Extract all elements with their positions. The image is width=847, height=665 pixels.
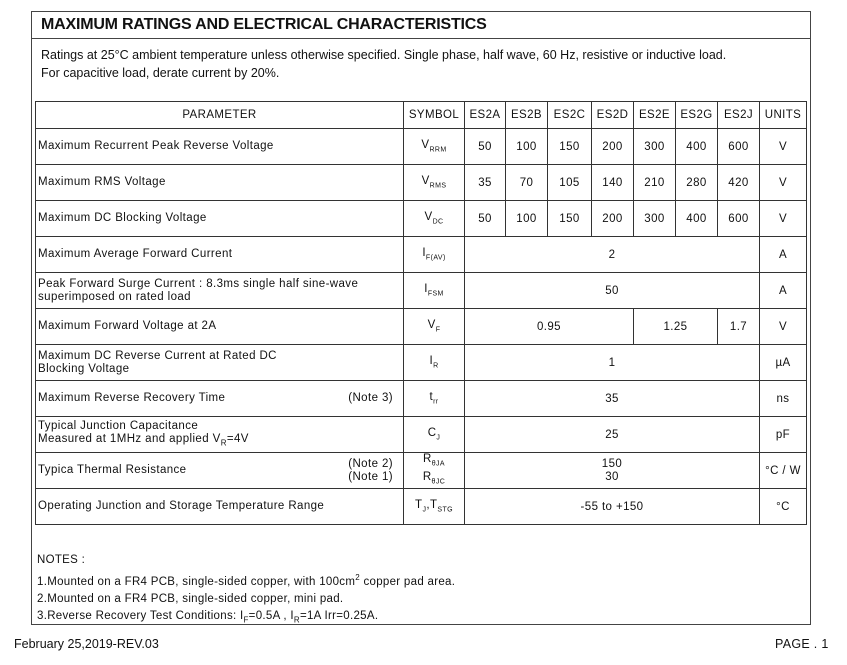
row-ifsm: [36, 273, 807, 309]
row-vf: [36, 309, 807, 345]
value-cell: 400: [676, 129, 718, 165]
value-cell: 1.25: [634, 309, 718, 345]
unit-cell: °C / W: [760, 453, 807, 489]
param-cell: Maximum Average Forward Current: [36, 237, 404, 273]
unit-cell: A: [760, 237, 807, 273]
notes-section: [37, 552, 455, 628]
unit-cell: A: [760, 273, 807, 309]
unit-cell: V: [760, 129, 807, 165]
row-vrms: [36, 165, 807, 201]
note-ref: (Note 2) (Note 1): [348, 457, 393, 483]
header-part: ES2E: [634, 102, 676, 129]
symbol-cell: $R_{\theta JA}$ $R_{\theta JC}$: [404, 453, 465, 489]
row-ifav: [36, 237, 807, 273]
symbol-cell: $V_{DC}$: [404, 201, 465, 237]
symbol-cell: $C_J$: [404, 417, 465, 453]
value-cell: 0.95: [465, 309, 634, 345]
param-cell: Typica Thermal Resistance (Note 2) (Note 1): [36, 453, 404, 489]
value-cell: 50: [465, 129, 506, 165]
header-row: [36, 102, 807, 129]
param-cell: Peak Forward Surge Current : 8.3ms single half sine-wave superimposed on rated load: [36, 273, 404, 309]
note-1: 1.Mounted on a FR4 PCB, single-sided copper, with $100cm^2$ copper pad area.: [37, 573, 456, 588]
value-cell: 200: [592, 201, 634, 237]
unit-cell: ns: [760, 381, 807, 417]
value-cell: 210: [634, 165, 676, 201]
value-cell: 300: [634, 129, 676, 165]
value-cell: 420: [718, 165, 760, 201]
row-tj: [36, 489, 807, 525]
value-cell: 35: [465, 381, 760, 417]
value-cell: 1: [465, 345, 760, 381]
note-ref: (Note 3): [348, 392, 393, 404]
header-part: ES2D: [592, 102, 634, 129]
row-cj: [36, 417, 807, 453]
ratings-table: [35, 101, 807, 525]
symbol-cell: $I_{FSM}$: [404, 273, 465, 309]
row-vdc: [36, 201, 807, 237]
value-cell: 140: [592, 165, 634, 201]
unit-cell: V: [760, 201, 807, 237]
value-cell: 400: [676, 201, 718, 237]
value-cell: 100: [506, 201, 548, 237]
value-cell: -55 to +150: [465, 489, 760, 525]
row-rth: [36, 453, 807, 489]
header-part: ES2B: [506, 102, 548, 129]
value-cell: 600: [718, 129, 760, 165]
header-units: UNITS: [760, 102, 807, 129]
param-cell: Maximum DC Blocking Voltage: [36, 201, 404, 237]
symbol-cell: $V_{RMS}$: [404, 165, 465, 201]
footer-page-number: PAGE . 1: [775, 637, 829, 651]
param-cell: Maximum Recurrent Peak Reverse Voltage: [36, 129, 404, 165]
value-cell: 70: [506, 165, 548, 201]
param-cell: Maximum RMS Voltage: [36, 165, 404, 201]
value-cell: 2: [465, 237, 760, 273]
param-cell: Maximum Reverse Recovery Time (Note 3): [36, 381, 404, 417]
symbol-cell: $I_R$: [404, 345, 465, 381]
symbol-cell: $t_{rr}$: [404, 381, 465, 417]
symbol-cell: $T_J,T_{STG}$: [404, 489, 465, 525]
value-cell: 200: [592, 129, 634, 165]
row-trr: [36, 381, 807, 417]
value-cell: 300: [634, 201, 676, 237]
param-cell: Typical Junction Capacitance Measured at 1MHz and applied $V_R=4V$: [36, 417, 404, 453]
unit-cell: V: [760, 165, 807, 201]
symbol-cell: $I_{F(AV)}$: [404, 237, 465, 273]
section-title: MAXIMUM RATINGS AND ELECTRICAL CHARACTERISTICS: [41, 16, 487, 33]
title-divider: [31, 38, 811, 39]
notes-header: NOTES :: [37, 554, 86, 566]
unit-cell: pF: [760, 417, 807, 453]
param-cell: Operating Junction and Storage Temperature Range: [36, 489, 404, 525]
value-cell: 100: [506, 129, 548, 165]
value-cell: 280: [676, 165, 718, 201]
value-cell: 50: [465, 201, 506, 237]
value-cell: 105: [548, 165, 592, 201]
unit-cell: µA: [760, 345, 807, 381]
row-vrrm: [36, 129, 807, 165]
header-part: ES2A: [465, 102, 506, 129]
header-part: ES2C: [548, 102, 592, 129]
intro-line-1: Ratings at 25°C ambient temperature unless otherwise specified. Single phase, half wave, 60 Hz, resistive or inductive load.: [41, 48, 727, 62]
value-cell: 600: [718, 201, 760, 237]
header-part: ES2J: [718, 102, 760, 129]
value-cell: 25: [465, 417, 760, 453]
value-cell: 35: [465, 165, 506, 201]
value-cell: 150 30: [465, 453, 760, 489]
symbol-cell: $V_{RRM}$: [404, 129, 465, 165]
footer-date: February 25,2019-REV.03: [14, 637, 159, 651]
header-symbol: SYMBOL: [404, 102, 465, 129]
unit-cell: °C: [760, 489, 807, 525]
header-parameter: PARAMETER: [36, 102, 404, 129]
intro-line-2: For capacitive load, derate current by 20%.: [41, 66, 280, 80]
note-3: 3.Reverse Recovery Test Conditions: $I_F=0.5A$ , $I_R=1A$ Irr=0.25A.: [37, 609, 379, 625]
value-cell: 150: [548, 201, 592, 237]
unit-cell: V: [760, 309, 807, 345]
value-cell: 1.7: [718, 309, 760, 345]
param-cell: Maximum Forward Voltage at 2A: [36, 309, 404, 345]
value-cell: 150: [548, 129, 592, 165]
param-cell: Maximum DC Reverse Current at Rated DC Blocking Voltage: [36, 345, 404, 381]
header-part: ES2G: [676, 102, 718, 129]
note-2: 2.Mounted on a FR4 PCB, single-sided copper, mini pad.: [37, 592, 344, 605]
symbol-cell: $V_F$: [404, 309, 465, 345]
value-cell: 50: [465, 273, 760, 309]
row-ir: [36, 345, 807, 381]
